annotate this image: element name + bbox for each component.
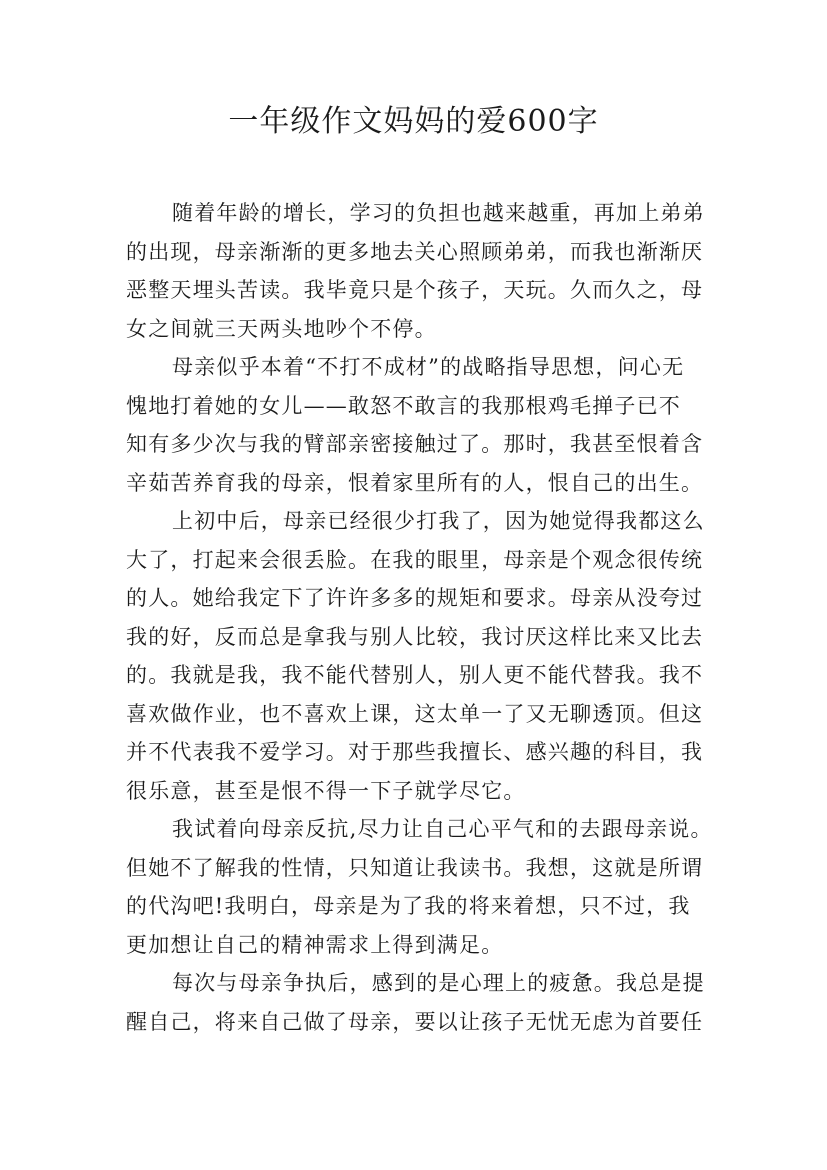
text-line: 我试着向母亲反抗,尽力让自己心平气和的去跟母亲说。 [172, 817, 713, 841]
text-line: 更加想让自己的精神需求上得到满足。 [126, 932, 504, 957]
text-line: 辛茹苦养育我的母亲，恨着家里所有的人，恨自己的出生。 [126, 470, 704, 495]
text-line: 的。我就是我，我不能代替别人，别人更不能代替我。我不 [126, 663, 704, 687]
document-body [126, 194, 716, 1041]
text-line: 喜欢做作业，也不喜欢上课，这太单一了又无聊透顶。但这 [126, 701, 704, 726]
text-line: 女之间就三天两头地吵个不停。 [126, 316, 437, 341]
text-line: 愧地打着她的女儿——敢怒不敢言的我那根鸡毛掸子已不 [126, 393, 681, 418]
text-line: 我的好，反而总是拿我与别人比较，我讨厌这样比来又比去 [126, 624, 704, 649]
text-line: 上初中后，母亲已经很少打我了，因为她觉得我都这么 [172, 509, 705, 533]
text-line: 恶整天埋头苦读。我毕竟只是个孩子，天玩。久而久之，母 [126, 278, 704, 302]
document-title: 一年级作文妈妈的爱600字 [228, 104, 599, 139]
text-line: 醒自己，将来自己做了母亲，要以让孩子无忧无虑为首要任 [126, 1009, 704, 1034]
text-line: 知有多少次与我的臂部亲密接触过了。那时，我甚至恨着含 [126, 432, 704, 456]
text-line: 很乐意，甚至是恨不得一下子就学尽它。 [126, 778, 526, 803]
text-line: 每次与母亲争执后，感到的是心理上的疲惫。我总是提 [172, 971, 705, 995]
text-line: 并不代表我不爱学习。对于那些我擅长、感兴趣的科目，我 [126, 740, 704, 764]
text-line: 的代沟吧!我明白，母亲是为了我的将来着想，只不过，我 [126, 894, 691, 918]
text-line: 但她不了解我的性情，只知道让我读书。我想，这就是所谓 [126, 855, 704, 880]
text-line: 随着年龄的增长，学习的负担也越来越重，再加上弟弟 [172, 201, 705, 225]
text-line: 母亲似乎本着“不打不成材”的战略指导思想，问心无 [172, 355, 685, 379]
text-line: 的人。她给我定下了许许多多的规矩和要求。母亲从没夸过 [126, 586, 704, 610]
text-line: 的出现，母亲渐渐的更多地去关心照顾弟弟，而我也渐渐厌 [126, 239, 704, 264]
text-line: 大了，打起来会很丢脸。在我的眼里，母亲是个观念很传统 [126, 547, 704, 572]
